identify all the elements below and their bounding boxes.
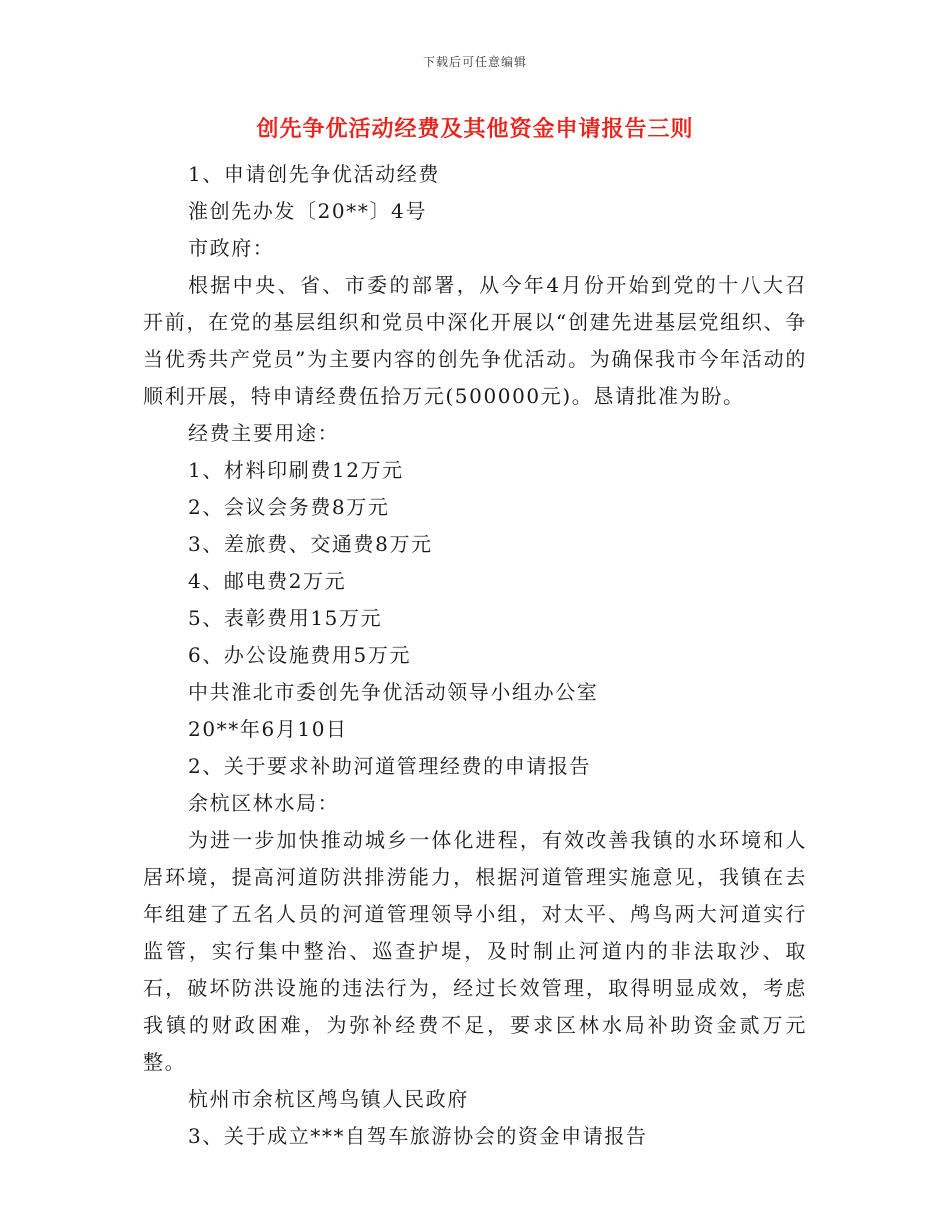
document-body bbox=[143, 156, 807, 1155]
usage-item-meetings: 2、会议会务费8万元 bbox=[188, 495, 390, 519]
usage-item-awards: 5、表彰费用15万元 bbox=[188, 606, 383, 630]
document-title: 创先争优活动经费及其他资金申请报告三则 bbox=[256, 116, 694, 142]
section-1-addressee: 市政府： bbox=[188, 236, 275, 260]
usage-item-postal: 4、邮电费2万元 bbox=[188, 569, 347, 593]
usage-item-office: 6、办公设施费用5万元 bbox=[188, 643, 412, 667]
section-2-addressee: 余杭区林水局： bbox=[188, 791, 340, 815]
section-2-body-paragraph: 为进一步加快推动城乡一体化进程，有效改善我镇的水环境和人居环境，提高河道防洪排涝能力，根据河道管理实施意见，我镇在去年组建了五名人员的河道管理领导小组，对太平、鸬鸟两大河道实行监管，实行集中整治、巡查护堤，及时制止河道内的非法取沙、取石，破坏防洪设施的违法行为，经过长效管理，取得明显成效，考虑我镇的财政困难，为弥补经费不足，要求区林水局补助资金贰万元整。 bbox=[143, 828, 807, 1074]
section-1-date: 20**年6月10日 bbox=[188, 717, 348, 741]
usage-item-materials: 1、材料印刷费12万元 bbox=[188, 458, 404, 482]
section-2-signature: 杭州市余杭区鸬鸟镇人民政府 bbox=[188, 1087, 469, 1111]
section-2-heading: 2、关于要求补助河道管理经费的申请报告 bbox=[188, 754, 592, 778]
section-1-doc-number: 淮创先办发〔20**〕4号 bbox=[188, 199, 427, 223]
usage-item-travel: 3、差旅费、交通费8万元 bbox=[188, 532, 433, 556]
section-1-signature: 中共淮北市委创先争优活动领导小组办公室 bbox=[188, 680, 599, 704]
page-header-note: 下载后可任意编辑 bbox=[422, 55, 527, 69]
section-1-body-paragraph: 根据中央、省、市委的部署，从今年4月份开始到党的十八大召开前，在党的基层组织和党员中深化开展以“创建先进基层党组织、争当优秀共产党员”为主要内容的创先争优活动。为确保我市今年活动的顺利开展，特申请经费伍拾万元(500000元)。恳请批准为盼。 bbox=[143, 273, 807, 408]
section-1-usage-heading: 经费主要用途： bbox=[188, 421, 340, 445]
section-1-heading: 1、申请创先争优活动经费 bbox=[188, 162, 440, 186]
section-3-heading: 3、关于成立***自驾车旅游协会的资金申请报告 bbox=[188, 1124, 648, 1148]
